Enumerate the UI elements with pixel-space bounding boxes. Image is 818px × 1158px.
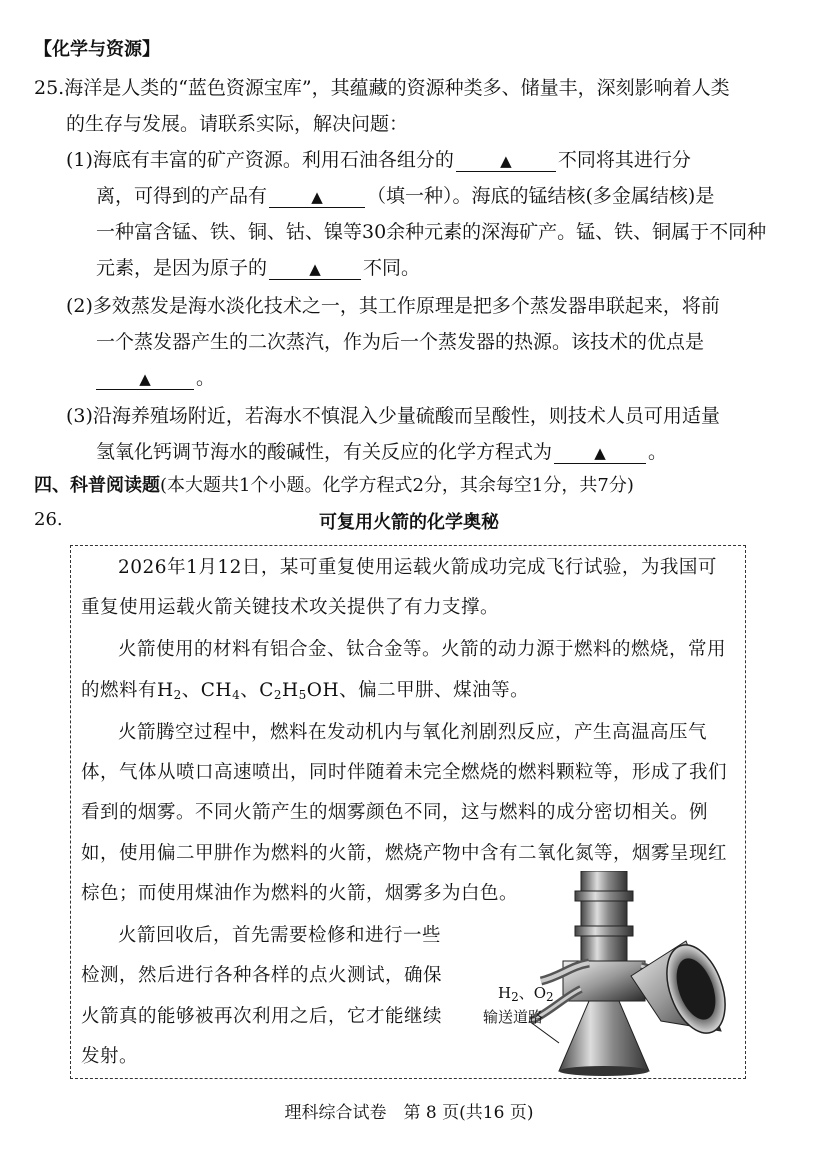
para3-line3: 看到的烟雾。不同火箭产生的烟雾颜色不同，这与燃料的成分密切相关。例 (81, 802, 709, 823)
para4-line4: 发射。 (81, 1046, 139, 1067)
para2-line1: 火箭使用的材料有铝合金、钛合金等。火箭的动力源于燃料的燃烧，常用 (118, 639, 727, 660)
para4-line3: 火箭真的能够被再次利用之后，它才能继续 (81, 1006, 443, 1027)
answer-blank-3[interactable]: ▲ (269, 257, 361, 280)
section4-header (34, 474, 634, 498)
figure-label-line1: $H_2$、$O_2$ (498, 984, 554, 1004)
q25-part3-line1: (3)沿海养殖场附近，若海水不慎混入少量硫酸而呈酸性，则技术人员可用适量 (66, 405, 720, 427)
q25-part2-line1: (2)多效蒸发是海水淡化技术之一，其工作原理是把多个蒸发器串联起来，将前 (66, 295, 720, 317)
para1-line2: 重复使用运载火箭关键技术攻关提供了有力支撑。 (81, 597, 500, 618)
para3-line4: 如，使用偏二甲肼作为燃料的火箭，燃烧产物中含有二氧化氮等，烟雾呈现红 (81, 843, 728, 864)
answer-blank-4[interactable]: ▲ (96, 367, 194, 390)
q25-part3-line2: 氢氧化钙调节海水的酸碱性，有关反应的化学方程式为 ▲ 。 (96, 441, 668, 463)
para4-line2: 检测，然后进行各种各样的点火测试，确保 (81, 965, 443, 986)
q25-part1-line2: 离，可得到的产品有 ▲ （填一种）。海底的锰结核(多金属结核)是 (96, 185, 715, 207)
q26-title: 可复用火箭的化学奥秘 (319, 512, 499, 533)
section4-title: 四、科普阅读题 (34, 475, 160, 496)
q25-intro-line2: 的生存与发展。请联系实际，解决问题： (66, 113, 409, 135)
para3-line1: 火箭腾空过程中，燃料在发动机内与氧化剂剧烈反应，产生高温高压气 (118, 722, 708, 743)
q25-number: 25. (34, 77, 65, 99)
q25-part1-line3: 一种富含锰、铁、铜、钴、镍等30余种元素的深海矿产。锰、铁、铜属于不同种 (96, 221, 767, 243)
q25-part1-line4: 元素，是因为原子的 ▲ 不同。 (96, 257, 421, 279)
answer-blank-5[interactable]: ▲ (554, 441, 646, 464)
q25-part2-line2: 一个蒸发器产生的二次蒸汽，作为后一个蒸发器的热源。该技术的优点是 (96, 331, 705, 353)
reading-passage-box (70, 545, 746, 1079)
figure-label-line2: 输送道路 (483, 1008, 544, 1026)
q25-intro-line1: 25.海洋是人类的“蓝色资源宝库”，其蕴藏的资源种类多、储量丰，深刻影响着人类 (34, 77, 730, 99)
answer-blank-1[interactable]: ▲ (456, 149, 556, 172)
page-footer: 理科综合试卷 第 8 页(共16 页) (284, 1103, 534, 1123)
para3-line2: 体，气体从喷口高速喷出，同时伴随着未完全燃烧的燃料颗粒等，形成了我们 (81, 762, 728, 783)
section-header: 【化学与资源】 (34, 39, 160, 60)
para3-line5: 棕色；而使用煤油作为燃料的火箭，烟雾多为白色。 (81, 883, 519, 904)
section4-note: (本大题共1个小题。化学方程式2分，其余每空1分，共7分) (160, 475, 634, 496)
q25-part2-line3: ▲ 。 (96, 366, 215, 390)
q25-part1-line1: (1)海底有丰富的矿产资源。利用石油各组分的 ▲ 不同将其进行分 (66, 149, 691, 171)
para4-line1: 火箭回收后，首先需要检修和进行一些 (118, 925, 442, 946)
answer-blank-2[interactable]: ▲ (269, 185, 365, 208)
rocket-engine-figure (471, 871, 741, 1076)
q26-number: 26. (34, 509, 63, 530)
para2-line2: 的燃料有$H_2$、$CH_4$、$C_2H_5OH$、偏二甲肼、煤油等。 (81, 680, 530, 702)
para1-line1: 2026年1月12日，某可重复使用运载火箭成功完成飞行试验，为我国可 (118, 557, 717, 578)
